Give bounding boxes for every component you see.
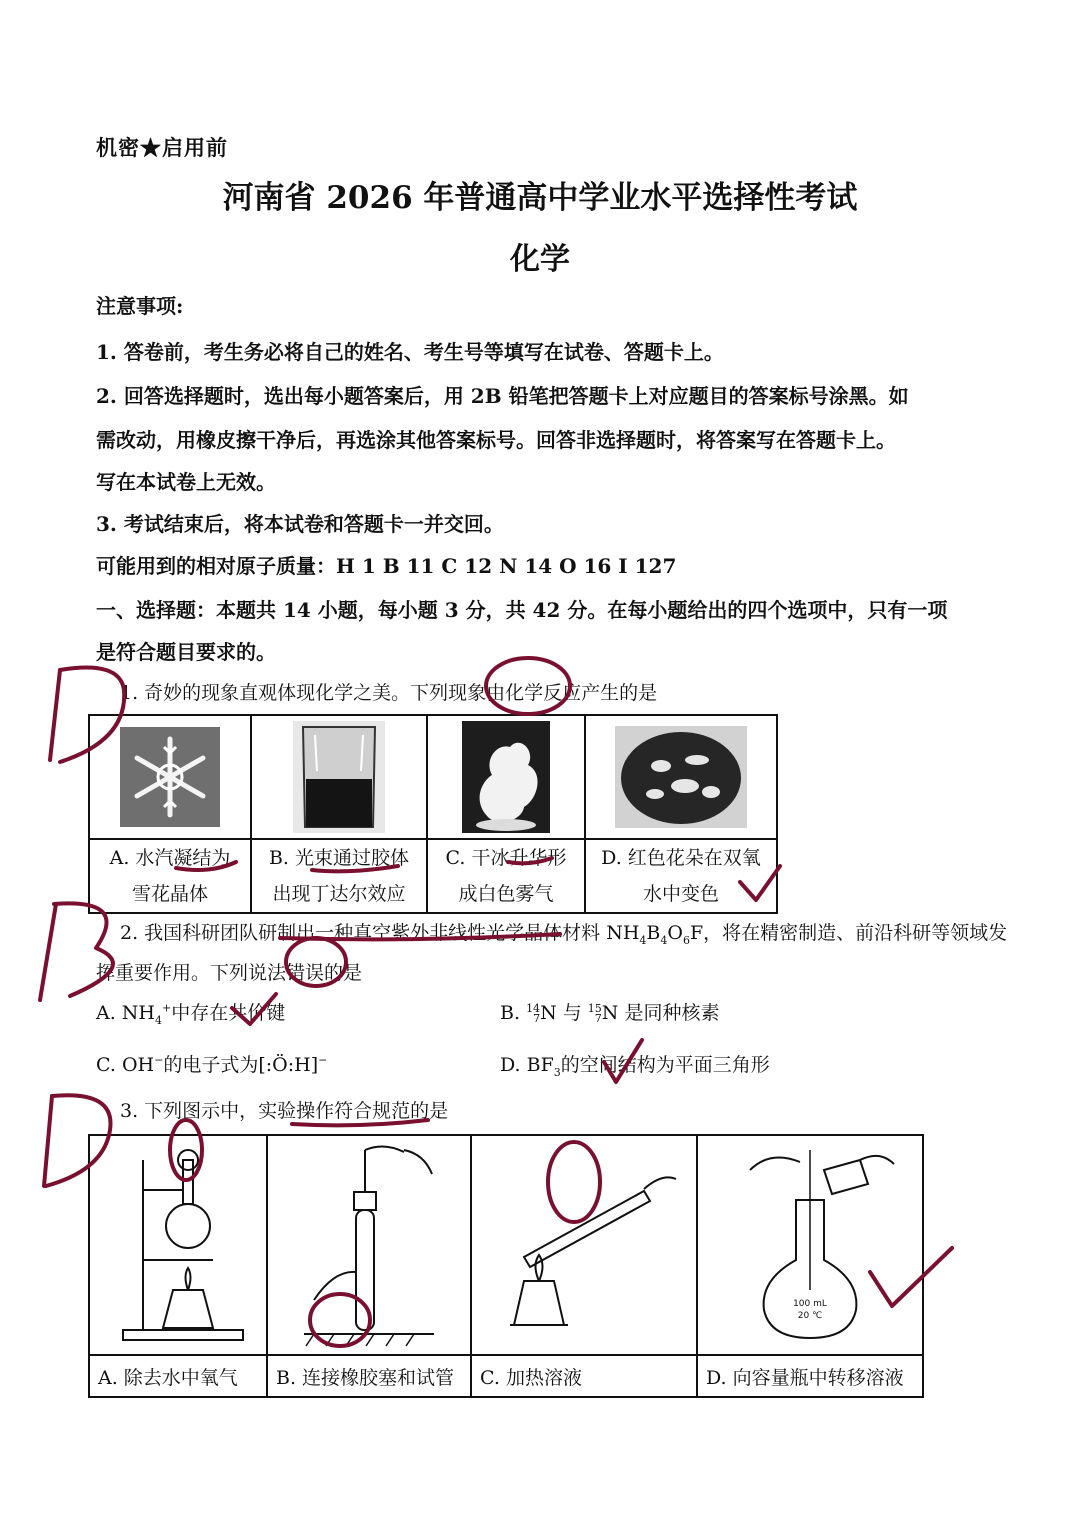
- option-c-label: C. 干冰升华形 成白色雾气: [427, 839, 585, 913]
- flower-icon: [615, 726, 747, 828]
- question-2-stem-line-2: 挥重要作用。下列说法错误的是: [96, 962, 363, 984]
- section-1-heading-line-2: 是符合题目要求的。: [96, 640, 276, 664]
- question-2-stem-line-1: 2. 我国科研团队研制出一种真空紫外非线性光学晶体材料 $NH_4B_4O_6F$，将在精密制造、前沿科研等领域发: [120, 922, 1008, 947]
- option-c-diagram: [471, 1135, 697, 1355]
- option-d-image: [585, 715, 777, 839]
- fog-icon: [462, 721, 550, 833]
- option-b-caption: B. 连接橡胶塞和试管: [267, 1355, 471, 1397]
- atomic-masses: 可能用到的相对原子质量：H 1 B 11 C 12 N 14 O 16 I 127: [96, 554, 677, 578]
- option-d-diagram: [697, 1135, 923, 1355]
- confidential-label: 机密★启用前: [96, 135, 228, 160]
- note-item-1: 1. 答卷前，考生务必将自己的姓名、考生号等填写在试卷、答题卡上。: [96, 340, 724, 364]
- question-1-stem: 1. 奇妙的现象直观体现化学之美。下列现象由化学反应产生的是: [120, 682, 658, 704]
- answer-mark-b-stem: [40, 904, 56, 1000]
- note-item-2-line-1: 2. 回答选择题时，选出每小题答案后，用 2B 铅笔把答题卡上对应题目的答案标号涂黑。如: [96, 384, 909, 408]
- question-3-stem: 3. 下列图示中，实验操作符合规范的是: [120, 1100, 449, 1122]
- test-tube-stopper-icon: [284, 1140, 454, 1350]
- note-item-3: 3. 考试结束后，将本试卷和答题卡一并交回。: [96, 512, 504, 536]
- option-b-image: [251, 715, 427, 839]
- exam-title: 河南省 2026 年普通高中学业水平选择性考试: [222, 180, 858, 216]
- section-1-heading-line-1: 一、选择题：本题共 14 小题，每小题 3 分，共 42 分。在每小题给出的四个选项中，只有一项: [96, 598, 948, 622]
- question-1-options-table: [88, 714, 778, 914]
- option-c-caption: C. 加热溶液: [471, 1355, 697, 1397]
- question-3-options-table: [88, 1134, 924, 1398]
- distillation-apparatus-icon: [103, 1140, 253, 1350]
- option-d-label: D. 红色花朵在双氧 水中变色: [585, 839, 777, 913]
- option-a-caption: A. 除去水中氧气: [89, 1355, 267, 1397]
- option-d-caption: D. 向容量瓶中转移溶液: [697, 1355, 923, 1397]
- option-c-image: [427, 715, 585, 839]
- notes-heading: 注意事项:: [96, 294, 184, 318]
- option-b-diagram: [267, 1135, 471, 1355]
- subject-title: 化学: [510, 242, 570, 277]
- note-item-2-line-3: 写在本试卷上无效。: [96, 470, 276, 494]
- option-a-image: [89, 715, 251, 839]
- electron-formula: [:Ö:H]: [258, 1054, 319, 1076]
- question-2-option-d: D. $BF_3$的空间结构为平面三角形: [500, 1054, 770, 1079]
- answer-mark-d-3: [44, 1096, 52, 1186]
- question-2-option-a: A. $NH_4^+$中存在共价键: [96, 1001, 286, 1027]
- answer-mark-d-1: [50, 670, 60, 760]
- snowflake-icon: [120, 727, 220, 827]
- flask-volume-label: 100 mL: [793, 1299, 827, 1309]
- beaker-icon: [293, 721, 385, 833]
- flask-temperature-label: 20 ℃: [797, 1311, 823, 1321]
- option-b-label: B. 光束通过胶体 出现丁达尔效应: [251, 839, 427, 913]
- note-item-2-line-2: 需改动，用橡皮擦干净后，再选涂其他答案标号。回答非选择题时，将答案写在答题卡上。: [96, 428, 896, 452]
- question-2-option-b: B. 14 7 N 与 15 7 N 是同种核素: [500, 1002, 720, 1025]
- volumetric-flask-icon: [710, 1140, 910, 1350]
- option-a-label: A. 水汽凝结为 雪花晶体: [89, 839, 251, 913]
- heating-test-tube-icon: [484, 1145, 684, 1345]
- option-a-diagram: [89, 1135, 267, 1355]
- question-2-option-c: C. OH−的电子式为[:Ö:H]−: [96, 1053, 328, 1076]
